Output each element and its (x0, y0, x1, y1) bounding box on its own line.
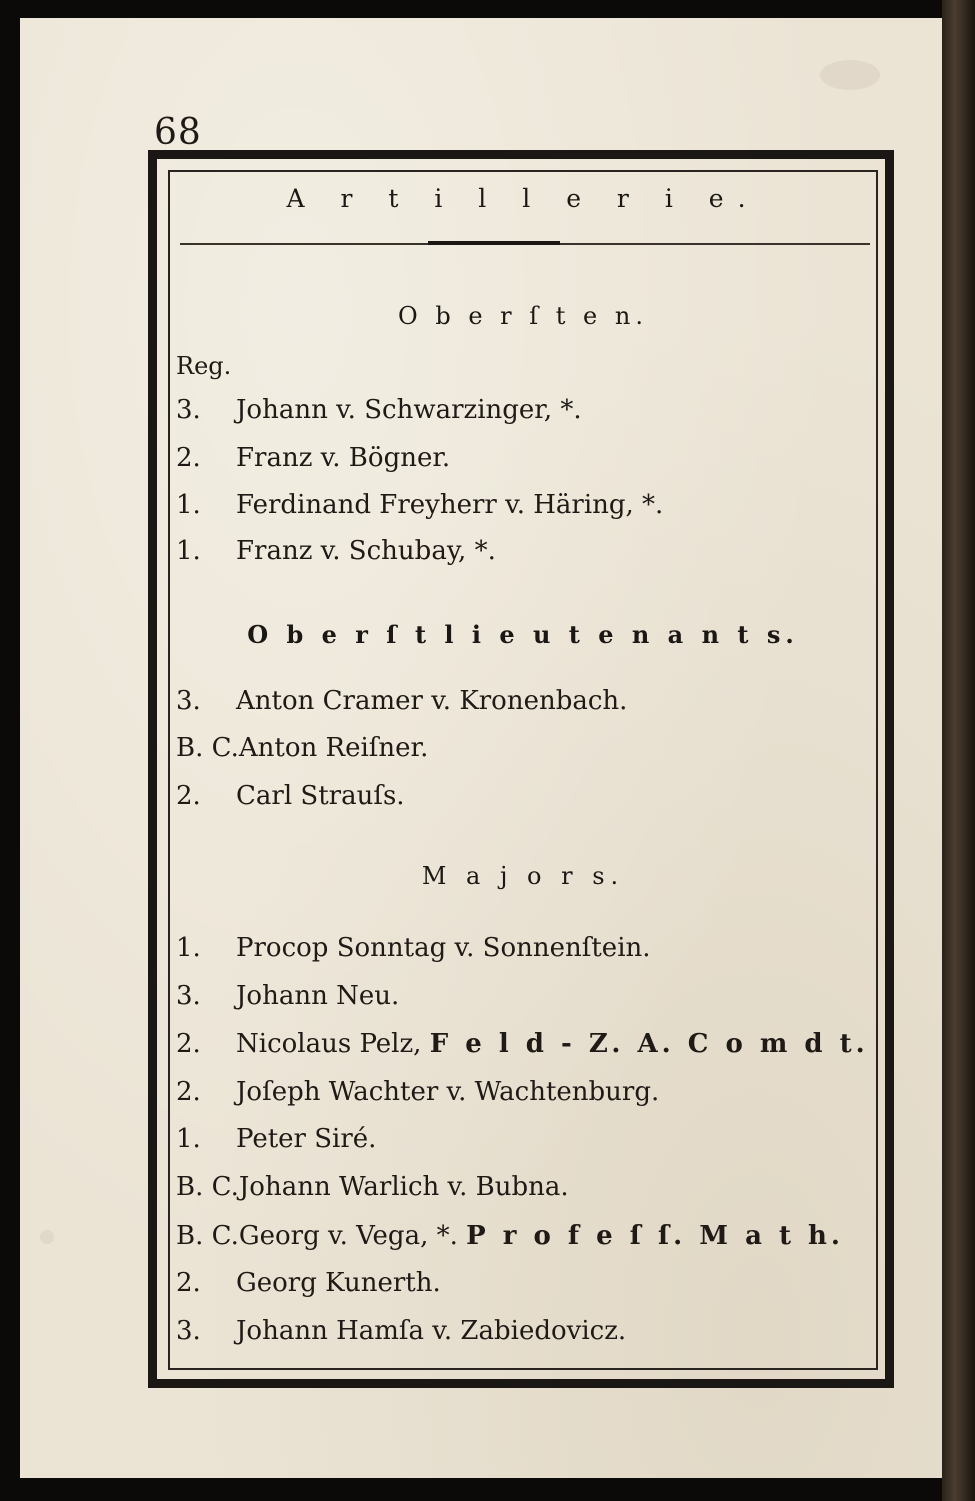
list-item (176, 1124, 376, 1154)
officer-name: Franz v. Bögner. (236, 443, 451, 473)
list-item (176, 1077, 659, 1107)
regiment-column-label: Reg. (176, 352, 232, 380)
officer-name: Carl Strauſs. (236, 781, 405, 811)
officer-name: Peter Siré. (236, 1124, 377, 1154)
officer-title: F e l d - Z. A. C o m d t. (429, 1029, 869, 1059)
list-item (176, 1029, 869, 1059)
officer-name: Johann Neu. (236, 981, 400, 1011)
officer-name: Johann Warlich v. Bubna. (238, 1172, 569, 1202)
regiment-number: 2. (176, 1029, 201, 1059)
list-item (176, 443, 450, 473)
officer-name: Anton Cramer v. Kronenbach. (236, 686, 628, 716)
list-item (176, 1221, 844, 1251)
regiment-number: 3. (176, 981, 201, 1011)
officer-name: Franz v. Schubay, *. (236, 536, 496, 566)
regiment-number: 1. (176, 490, 201, 520)
list-item (176, 1172, 569, 1202)
list-item (176, 686, 627, 716)
paper-stain (820, 60, 880, 90)
regiment-number: 2. (176, 781, 201, 811)
regiment-number: 2. (176, 443, 201, 473)
regiment-number: 1. (176, 933, 201, 963)
regiment-number: 1. (176, 1124, 201, 1154)
list-item (176, 933, 651, 963)
officer-name: Georg v. Vega, *. (238, 1221, 458, 1251)
officer-name: Johann v. Schwarzinger, *. (236, 395, 582, 425)
officer-name: Joſeph Wachter v. Wachtenburg. (236, 1077, 660, 1107)
regiment-number: B. C. (176, 733, 239, 763)
heading-majors: M a j o r s. (421, 862, 625, 890)
list-item (176, 395, 582, 425)
heading-oberstlieutenants: O b e r ſ t l i e u t e n a n t s. (247, 620, 799, 649)
list-item (176, 981, 399, 1011)
regiment-number: 3. (176, 686, 201, 716)
regiment-number: 3. (176, 395, 201, 425)
officer-title: P r o f e ſ ſ. M a t h. (466, 1221, 844, 1251)
list-item (176, 1316, 626, 1346)
regiment-number: B. C. (176, 1172, 239, 1202)
list-item (176, 490, 663, 520)
list-item (176, 733, 428, 763)
list-item (176, 536, 496, 566)
paper-stain (40, 1230, 54, 1244)
regiment-number: 1. (176, 536, 201, 566)
regiment-number: B. C. (176, 1221, 239, 1251)
officer-name: Anton Reiſner. (238, 733, 429, 763)
regiment-number: 3. (176, 1316, 201, 1346)
officer-name: Georg Kunerth. (236, 1268, 441, 1298)
title-rule-accent (428, 241, 560, 245)
officer-name: Procop Sonntag v. Sonnenſtein. (236, 933, 651, 963)
book-spine (942, 0, 975, 1501)
heading-obersten: O b e r ſ t e n. (398, 302, 648, 330)
page-number: 68 (154, 112, 202, 153)
list-item (176, 781, 405, 811)
list-item (176, 1268, 441, 1298)
officer-name: Johann Hamſa v. Zabiedovicz. (236, 1316, 627, 1346)
regiment-number: 2. (176, 1077, 201, 1107)
officer-name: Nicolaus Pelz, (236, 1029, 422, 1059)
page-title: A r t i l l e r i e. (286, 184, 760, 213)
officer-name: Ferdinand Freyherr v. Häring, *. (236, 490, 664, 520)
regiment-number: 2. (176, 1268, 201, 1298)
